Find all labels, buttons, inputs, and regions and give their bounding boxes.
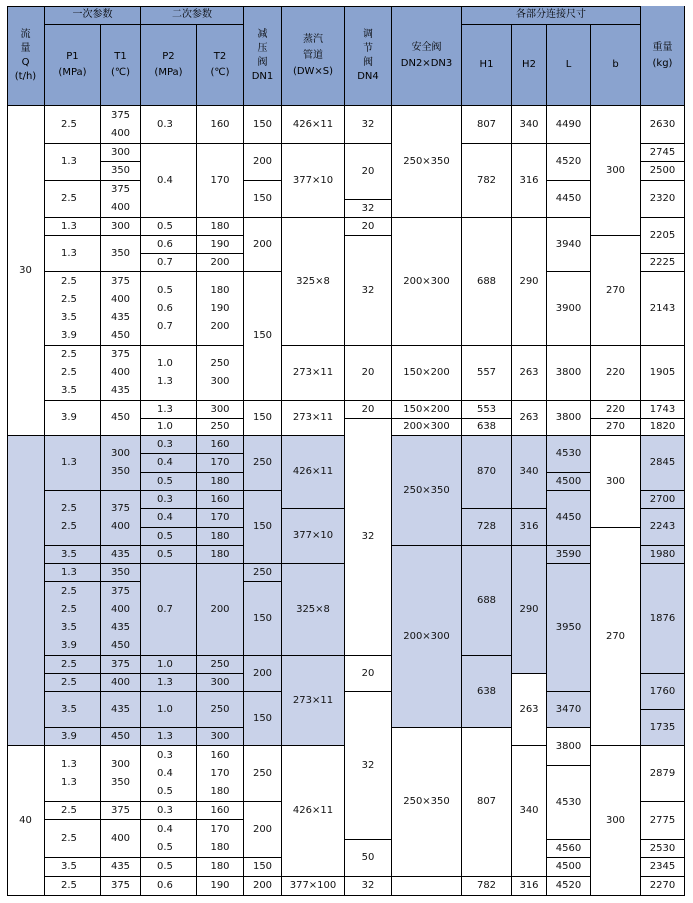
t2-cell: 300 (197, 728, 244, 746)
h1-cell: 870 (462, 436, 512, 509)
p1-cell: 3.9 (45, 728, 101, 746)
l-cell: 4500 (547, 858, 591, 877)
h1-cell: 782 (462, 877, 512, 896)
steam-pipe-cell: 273×11 (282, 401, 345, 436)
header-p2: P2 (MPa) (141, 25, 197, 106)
p1-cell: 1.3 (45, 564, 101, 582)
dn1-cell: 250 (244, 436, 282, 491)
t2-cell: 180 (197, 473, 244, 491)
t1-cell: 435 (101, 858, 141, 877)
p1-cell: 2.5 (45, 877, 101, 896)
p1-cell: 2.5 (45, 674, 101, 692)
header-dn4: 调 节 阀 DN4 (345, 6, 392, 106)
weight-cell: 1743 (641, 401, 685, 419)
p2-cell: 1.3 (141, 728, 197, 746)
p1-cell: 2.5 (45, 802, 101, 820)
t2-cell: 170 180 (197, 820, 244, 858)
p2-cell: 0.7 (141, 564, 197, 656)
p2-cell: 0.3 (141, 491, 197, 509)
p2-cell: 0.4 (141, 454, 197, 473)
flow-cell: 40 (7, 746, 45, 896)
l-cell: 4500 (547, 473, 591, 491)
t1-cell: 450 (101, 401, 141, 436)
b-cell: 270 (591, 236, 641, 346)
safety-valve-cell (392, 877, 462, 896)
t2-cell: 160 (197, 436, 244, 454)
dn1-cell: 150 (244, 401, 282, 436)
steam-pipe-cell: 273×11 (282, 346, 345, 401)
t1-cell: 350 (101, 236, 141, 272)
h1-cell: 782 (462, 144, 512, 218)
t1-cell: 375 (101, 802, 141, 820)
p1-cell: 3.9 (45, 401, 101, 436)
p2-cell: 1.3 (141, 401, 197, 419)
h1-cell: 807 (462, 728, 512, 877)
t1-cell: 300 350 (101, 436, 141, 491)
p1-cell: 3.5 (45, 546, 101, 564)
p2-cell: 0.3 (141, 802, 197, 820)
t1-cell: 300 (101, 218, 141, 236)
t1-cell: 375 400 (101, 491, 141, 546)
p1-cell: 1.3 (45, 436, 101, 491)
b-cell: 270 (591, 528, 641, 746)
weight-cell: 1876 (641, 564, 685, 674)
weight-cell: 1820 (641, 419, 685, 436)
header-dn1: 减 压 阀 DN1 (244, 6, 282, 106)
weight-cell: 1980 (641, 546, 685, 564)
weight-cell: 2225 (641, 254, 685, 272)
dn1-cell: 250 (244, 746, 282, 802)
l-cell: 4490 (547, 106, 591, 144)
l-cell: 4520 (547, 877, 591, 896)
t1-cell: 435 (101, 692, 141, 728)
steam-pipe-cell: 325×8 (282, 564, 345, 656)
t2-cell: 200 (197, 564, 244, 656)
t1-cell: 350 (101, 564, 141, 582)
t2-cell: 190 (197, 236, 244, 254)
t2-cell: 170 (197, 509, 244, 528)
p2-cell: 0.5 (141, 858, 197, 877)
weight-cell: 2500 (641, 162, 685, 181)
h1-cell: 728 (462, 509, 512, 546)
header-t2: T2 (℃) (197, 25, 244, 106)
dn1-cell: 250 (244, 564, 282, 582)
header-b: b (591, 25, 641, 106)
weight-cell: 2345 (641, 858, 685, 877)
p1-cell: 2.5 (45, 820, 101, 858)
steam-pipe-cell: 325×8 (282, 218, 345, 346)
header-t1: T1 (℃) (101, 25, 141, 106)
l-cell: 4520 (547, 144, 591, 181)
dn1-cell: 200 (244, 218, 282, 272)
p1-cell: 1.3 (45, 144, 101, 181)
t1-cell: 375 400 435 450 (101, 582, 141, 656)
weight-cell: 2745 (641, 144, 685, 162)
safety-valve-cell: 250×350 (392, 106, 462, 218)
l-cell: 3470 (547, 692, 591, 728)
l-cell: 3800 (547, 346, 591, 401)
t2-cell: 250 (197, 692, 244, 728)
t1-cell: 300 350 (101, 746, 141, 802)
p1-cell: 3.5 (45, 692, 101, 728)
steam-pipe-cell: 273×11 (282, 656, 345, 746)
t2-cell: 160 170 180 (197, 746, 244, 802)
p1-cell: 2.5 (45, 106, 101, 144)
b-cell: 300 (591, 106, 641, 236)
h1-cell: 638 (462, 656, 512, 728)
weight-cell: 2205 (641, 218, 685, 254)
p1-cell: 2.5 2.5 3.5 3.9 (45, 582, 101, 656)
h2-cell: 316 (512, 509, 547, 546)
t2-cell: 180 190 200 (197, 272, 244, 346)
weight-cell: 2700 (641, 491, 685, 509)
dn1-cell: 150 (244, 582, 282, 656)
dn4-cell: 32 (345, 200, 392, 218)
t1-cell: 375 400 435 450 (101, 272, 141, 346)
l-cell: 3800 (547, 728, 591, 766)
t2-cell: 170 (197, 454, 244, 473)
safety-valve-cell: 250×350 (392, 728, 462, 877)
header-p1: P1 (MPa) (45, 25, 101, 106)
dn4-cell: 20 (345, 346, 392, 401)
b-cell: 300 (591, 436, 641, 528)
weight-cell: 1760 (641, 674, 685, 710)
p1-cell: 2.5 2.5 3.5 (45, 346, 101, 401)
safety-valve-cell: 150×200 (392, 401, 462, 419)
t2-cell: 180 (197, 858, 244, 877)
dn1-cell: 150 (244, 106, 282, 144)
p2-cell: 1.0 (141, 656, 197, 674)
t1-cell: 375 400 (101, 106, 141, 144)
p1-cell: 2.5 2.5 (45, 491, 101, 546)
b-cell: 300 (591, 746, 641, 896)
header-dimensions: 各部分连接尺寸 (462, 6, 641, 25)
dn1-cell: 200 (244, 877, 282, 896)
l-cell: 4530 (547, 766, 591, 840)
t1-cell: 350 (101, 162, 141, 181)
dn1-cell: 200 (244, 656, 282, 692)
p2-cell: 1.0 1.3 (141, 346, 197, 401)
header-h2: H2 (512, 25, 547, 106)
dn1-cell: 150 (244, 272, 282, 401)
t2-cell: 250 300 (197, 346, 244, 401)
h2-cell: 340 (512, 106, 547, 144)
weight-cell: 2530 (641, 840, 685, 858)
t2-cell: 180 (197, 218, 244, 236)
l-cell: 3940 (547, 218, 591, 272)
safety-valve-cell: 200×300 (392, 419, 462, 436)
p1-cell: 2.5 (45, 181, 101, 218)
p1-cell: 3.5 (45, 858, 101, 877)
p2-cell: 1.0 (141, 692, 197, 728)
dn4-cell: 32 (345, 236, 392, 346)
h1-cell: 688 (462, 218, 512, 346)
p2-cell: 0.3 (141, 436, 197, 454)
p2-cell: 0.5 (141, 528, 197, 546)
steam-pipe-cell: 426×11 (282, 436, 345, 509)
p2-cell: 0.5 (141, 218, 197, 236)
steam-pipe-cell: 377×10 (282, 509, 345, 564)
h2-cell: 290 (512, 218, 547, 346)
weight-cell: 2243 (641, 509, 685, 546)
safety-valve-cell: 250×350 (392, 436, 462, 546)
dn1-cell: 150 (244, 181, 282, 218)
t1-cell: 375 (101, 877, 141, 896)
h2-cell: 263 (512, 674, 547, 746)
h2-cell: 263 (512, 401, 547, 436)
p2-cell: 0.5 0.6 0.7 (141, 272, 197, 346)
dn4-cell: 32 (345, 692, 392, 840)
p2-cell: 0.5 (141, 546, 197, 564)
dn4-cell: 32 (345, 877, 392, 896)
l-cell: 3900 (547, 272, 591, 346)
dn1-cell: 150 (244, 491, 282, 564)
weight-cell: 2270 (641, 877, 685, 896)
p2-cell: 1.0 (141, 419, 197, 436)
safety-valve-cell: 200×300 (392, 546, 462, 728)
dn4-cell: 32 (345, 106, 392, 144)
dn1-cell: 200 (244, 144, 282, 181)
h2-cell: 263 (512, 346, 547, 401)
dn1-cell: 150 (244, 692, 282, 746)
p2-cell: 0.5 (141, 473, 197, 491)
t1-cell: 450 (101, 728, 141, 746)
p2-cell: 0.7 (141, 254, 197, 272)
b-cell: 270 (591, 419, 641, 436)
t2-cell: 190 (197, 877, 244, 896)
dn4-cell: 32 (345, 419, 392, 656)
dn4-cell: 20 (345, 144, 392, 200)
p1-cell: 2.5 2.5 3.5 3.9 (45, 272, 101, 346)
l-cell: 4450 (547, 181, 591, 218)
h2-cell: 316 (512, 877, 547, 896)
h1-cell: 638 (462, 419, 512, 436)
header-secondary-params: 二次参数 (141, 6, 244, 25)
p2-cell: 1.3 (141, 674, 197, 692)
t1-cell: 300 (101, 144, 141, 162)
h2-cell: 340 (512, 746, 547, 877)
weight-cell: 2775 (641, 802, 685, 840)
weight-cell: 1905 (641, 346, 685, 401)
steam-pipe-cell: 426×11 (282, 106, 345, 144)
t1-cell: 375 400 435 (101, 346, 141, 401)
b-cell: 220 (591, 401, 641, 419)
t2-cell: 160 (197, 106, 244, 144)
p1-cell: 1.3 (45, 236, 101, 272)
p1-cell: 1.3 1.3 (45, 746, 101, 802)
header-steam-pipe: 蒸汽 管道 (DW×S) (282, 6, 345, 106)
header-weight: 重量 (kg) (641, 6, 685, 106)
dn4-cell: 20 (345, 656, 392, 692)
t1-cell: 400 (101, 820, 141, 858)
header-safety-valve: 安全阀 DN2×DN3 (392, 6, 462, 106)
h2-cell: 340 (512, 436, 547, 509)
t2-cell: 180 (197, 528, 244, 546)
l-cell: 3590 (547, 546, 591, 564)
t1-cell: 375 (101, 656, 141, 674)
l-cell: 4530 (547, 436, 591, 473)
t2-cell: 160 (197, 802, 244, 820)
p2-cell: 0.3 (141, 106, 197, 144)
dn4-cell: 50 (345, 840, 392, 877)
flow-cell (7, 436, 45, 746)
t2-cell: 170 (197, 144, 244, 218)
t1-cell: 375 400 (101, 181, 141, 218)
h1-cell: 557 (462, 346, 512, 401)
p2-cell: 0.6 (141, 877, 197, 896)
h1-cell: 807 (462, 106, 512, 144)
flow-cell: 30 (7, 106, 45, 436)
t2-cell: 300 (197, 401, 244, 419)
b-cell: 220 (591, 346, 641, 401)
p2-cell: 0.3 0.4 0.5 (141, 746, 197, 802)
p1-cell: 1.3 (45, 218, 101, 236)
t2-cell: 250 (197, 419, 244, 436)
h1-cell: 688 (462, 546, 512, 656)
t2-cell: 180 (197, 546, 244, 564)
weight-cell: 2320 (641, 181, 685, 218)
h2-cell: 316 (512, 144, 547, 218)
weight-cell: 2143 (641, 272, 685, 346)
t2-cell: 300 (197, 674, 244, 692)
t1-cell: 435 (101, 546, 141, 564)
weight-cell: 2845 (641, 436, 685, 491)
h1-cell: 553 (462, 401, 512, 419)
weight-cell: 2879 (641, 746, 685, 802)
t2-cell: 200 (197, 254, 244, 272)
weight-cell: 2630 (641, 106, 685, 144)
p2-cell: 0.4 (141, 509, 197, 528)
steam-pipe-cell: 426×11 (282, 746, 345, 877)
t2-cell: 160 (197, 491, 244, 509)
l-cell: 4450 (547, 491, 591, 546)
header-flow: 流 量 Q (t/h) (7, 6, 45, 106)
l-cell: 3800 (547, 401, 591, 436)
p1-cell: 2.5 (45, 656, 101, 674)
steam-pipe-cell: 377×100 (282, 877, 345, 896)
steam-pipe-cell: 377×10 (282, 144, 345, 218)
dn4-cell: 20 (345, 218, 392, 236)
dn1-cell: 150 (244, 858, 282, 877)
l-cell: 3950 (547, 564, 591, 692)
header-primary-params: 一次参数 (45, 6, 141, 25)
l-cell: 4560 (547, 840, 591, 858)
p2-cell: 0.4 0.5 (141, 820, 197, 858)
dn1-cell: 200 (244, 802, 282, 858)
safety-valve-cell: 150×200 (392, 346, 462, 401)
header-l: L (547, 25, 591, 106)
weight-cell: 1735 (641, 710, 685, 746)
p2-cell: 0.6 (141, 236, 197, 254)
p2-cell: 0.4 (141, 144, 197, 218)
dn4-cell: 20 (345, 401, 392, 419)
t1-cell: 400 (101, 674, 141, 692)
header-h1: H1 (462, 25, 512, 106)
h2-cell: 290 (512, 546, 547, 674)
safety-valve-cell: 200×300 (392, 218, 462, 346)
t2-cell: 250 (197, 656, 244, 674)
